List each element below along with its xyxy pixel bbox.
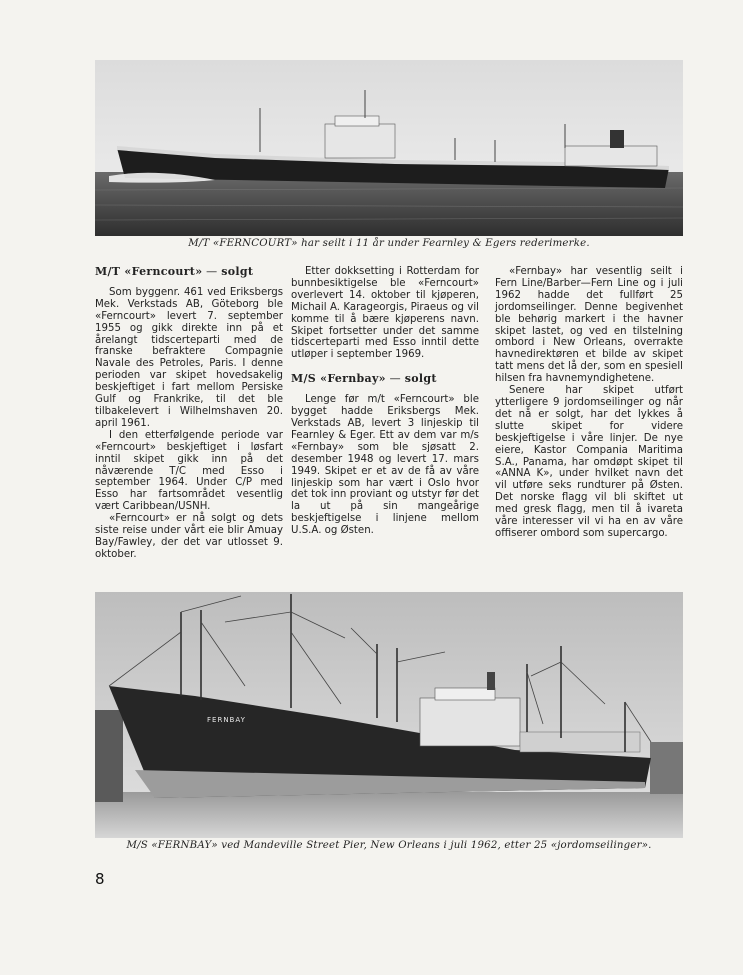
heading-dash: — bbox=[202, 265, 222, 278]
column-2 bbox=[291, 266, 479, 537]
ferncourt-photo-caption: M/T «FERNCOURT» har seilt i 11 år under Fearnley & Egers rederimerke. bbox=[188, 238, 590, 249]
page-number: 8 bbox=[95, 870, 105, 888]
fernbay-title: M/S «Fernbay» bbox=[291, 372, 386, 386]
fernbay-paragraph-1: Lenge før m/t «Ferncourt» ble bygget hadde Eriksbergs Mek. Verkstads AB, levert 3 linjeskip til Fearnley & Eger. Ett av dem var m/s «Fernbay» som ble sjøsatt 2. desember 1948 og levert 17. mars 1949. Skipet er et av de få av våre linjeskip som har vært i Oslo hvor det tok inn proviant og utstyr før det la ut på sin mangeårige beskjeftigelse i linjene mellom U.S.A. og Østen. bbox=[291, 394, 479, 537]
ferncourt-title: M/T «Ferncourt» bbox=[95, 265, 203, 278]
ferncourt-paragraph-4: Etter dokksetting i Rotterdam for bunnbesiktigelse ble «Ferncourt» overlevert 14. oktober til kjøperen, Michail A. Karageorgis, Piraeus og vil komme til å bære kjøperens navn. Skipet fortsetter under det samme tidscerteparti med Esso inntil dette utløper i september 1969. bbox=[291, 266, 479, 361]
fernbay-heading bbox=[291, 373, 479, 385]
fernbay-paragraph-3: Senere har skipet utført ytterligere 9 jordomseilinger og når det nå er solgt, har det lykkes å slutte skipet for videre beskjeftigelse i våre linjer. De nye eiere, Kastor Compania Maritima S.A., Panama, har omdøpt skipet til «ANNA K», under hvilket navn det vil utføre seks rundturer på Østen. Det norske flagg vil bli skiftet ut med gresk flagg, men til å ivareta våre interesser vil vi ha en av våre offiserer ombord som supercargo. bbox=[495, 385, 683, 539]
column-1 bbox=[95, 266, 283, 561]
fernbay-photo bbox=[95, 592, 683, 838]
fernbay-hull-name: FERNBAY bbox=[207, 716, 246, 724]
fernbay-photo-caption: M/S «FERNBAY» ved Mandeville Street Pier, New Orleans i juli 1962, etter 25 «jordomseilinger». bbox=[126, 840, 652, 851]
ferncourt-status: solgt bbox=[221, 265, 254, 278]
column-3 bbox=[495, 266, 683, 540]
fernbay-status: solgt bbox=[404, 372, 437, 386]
heading-dash: — bbox=[385, 372, 405, 386]
ferncourt-paragraph-3: «Ferncourt» er nå solgt og dets siste reise under vårt eie blir Amuay Bay/Fawley, der det var utlosset 9. oktober. bbox=[95, 513, 283, 560]
ferncourt-heading bbox=[95, 266, 283, 278]
fernbay-paragraph-2: «Fernbay» har vesentlig seilt i Fern Line/Barber—Fern Line og i juli 1962 hadde det fullført 25 jordomseilinger. Denne begivenhet ble behørig markert i the havner skipet lastet, og ved en tilstelning ombord i New Orleans, overrakte havnedirektøren et bilde av skipet tatt mens det lå der, som en spesiell hilsen fra havnemyndighetene. bbox=[495, 266, 683, 385]
ferncourt-paragraph-2: I den etterfølgende periode var «Ferncourt» beskjeftiget i løsfart inntil skipet gikk inn på det nåværende T/C med Esso i september 1964. Under C/P med Esso har fartsområdet vesentlig vært Caribbean/USNH. bbox=[95, 429, 283, 513]
ferncourt-paragraph-1: Som byggenr. 461 ved Eriksbergs Mek. Verkstads AB, Göteborg ble «Ferncourt» levert 7. september 1955 og gikk direkte inn på et årelangt tidscerteparti med de franske befraktere Compagnie Navale des Petroles, Paris. I denne perioden var skipet hovedsakelig beskjeftiget i fart mellom Persiske Gulf og Frankrike, til det ble tilbakelevert i Wilhelmshaven 20. april 1961. bbox=[95, 286, 283, 429]
ferncourt-photo bbox=[95, 60, 683, 236]
